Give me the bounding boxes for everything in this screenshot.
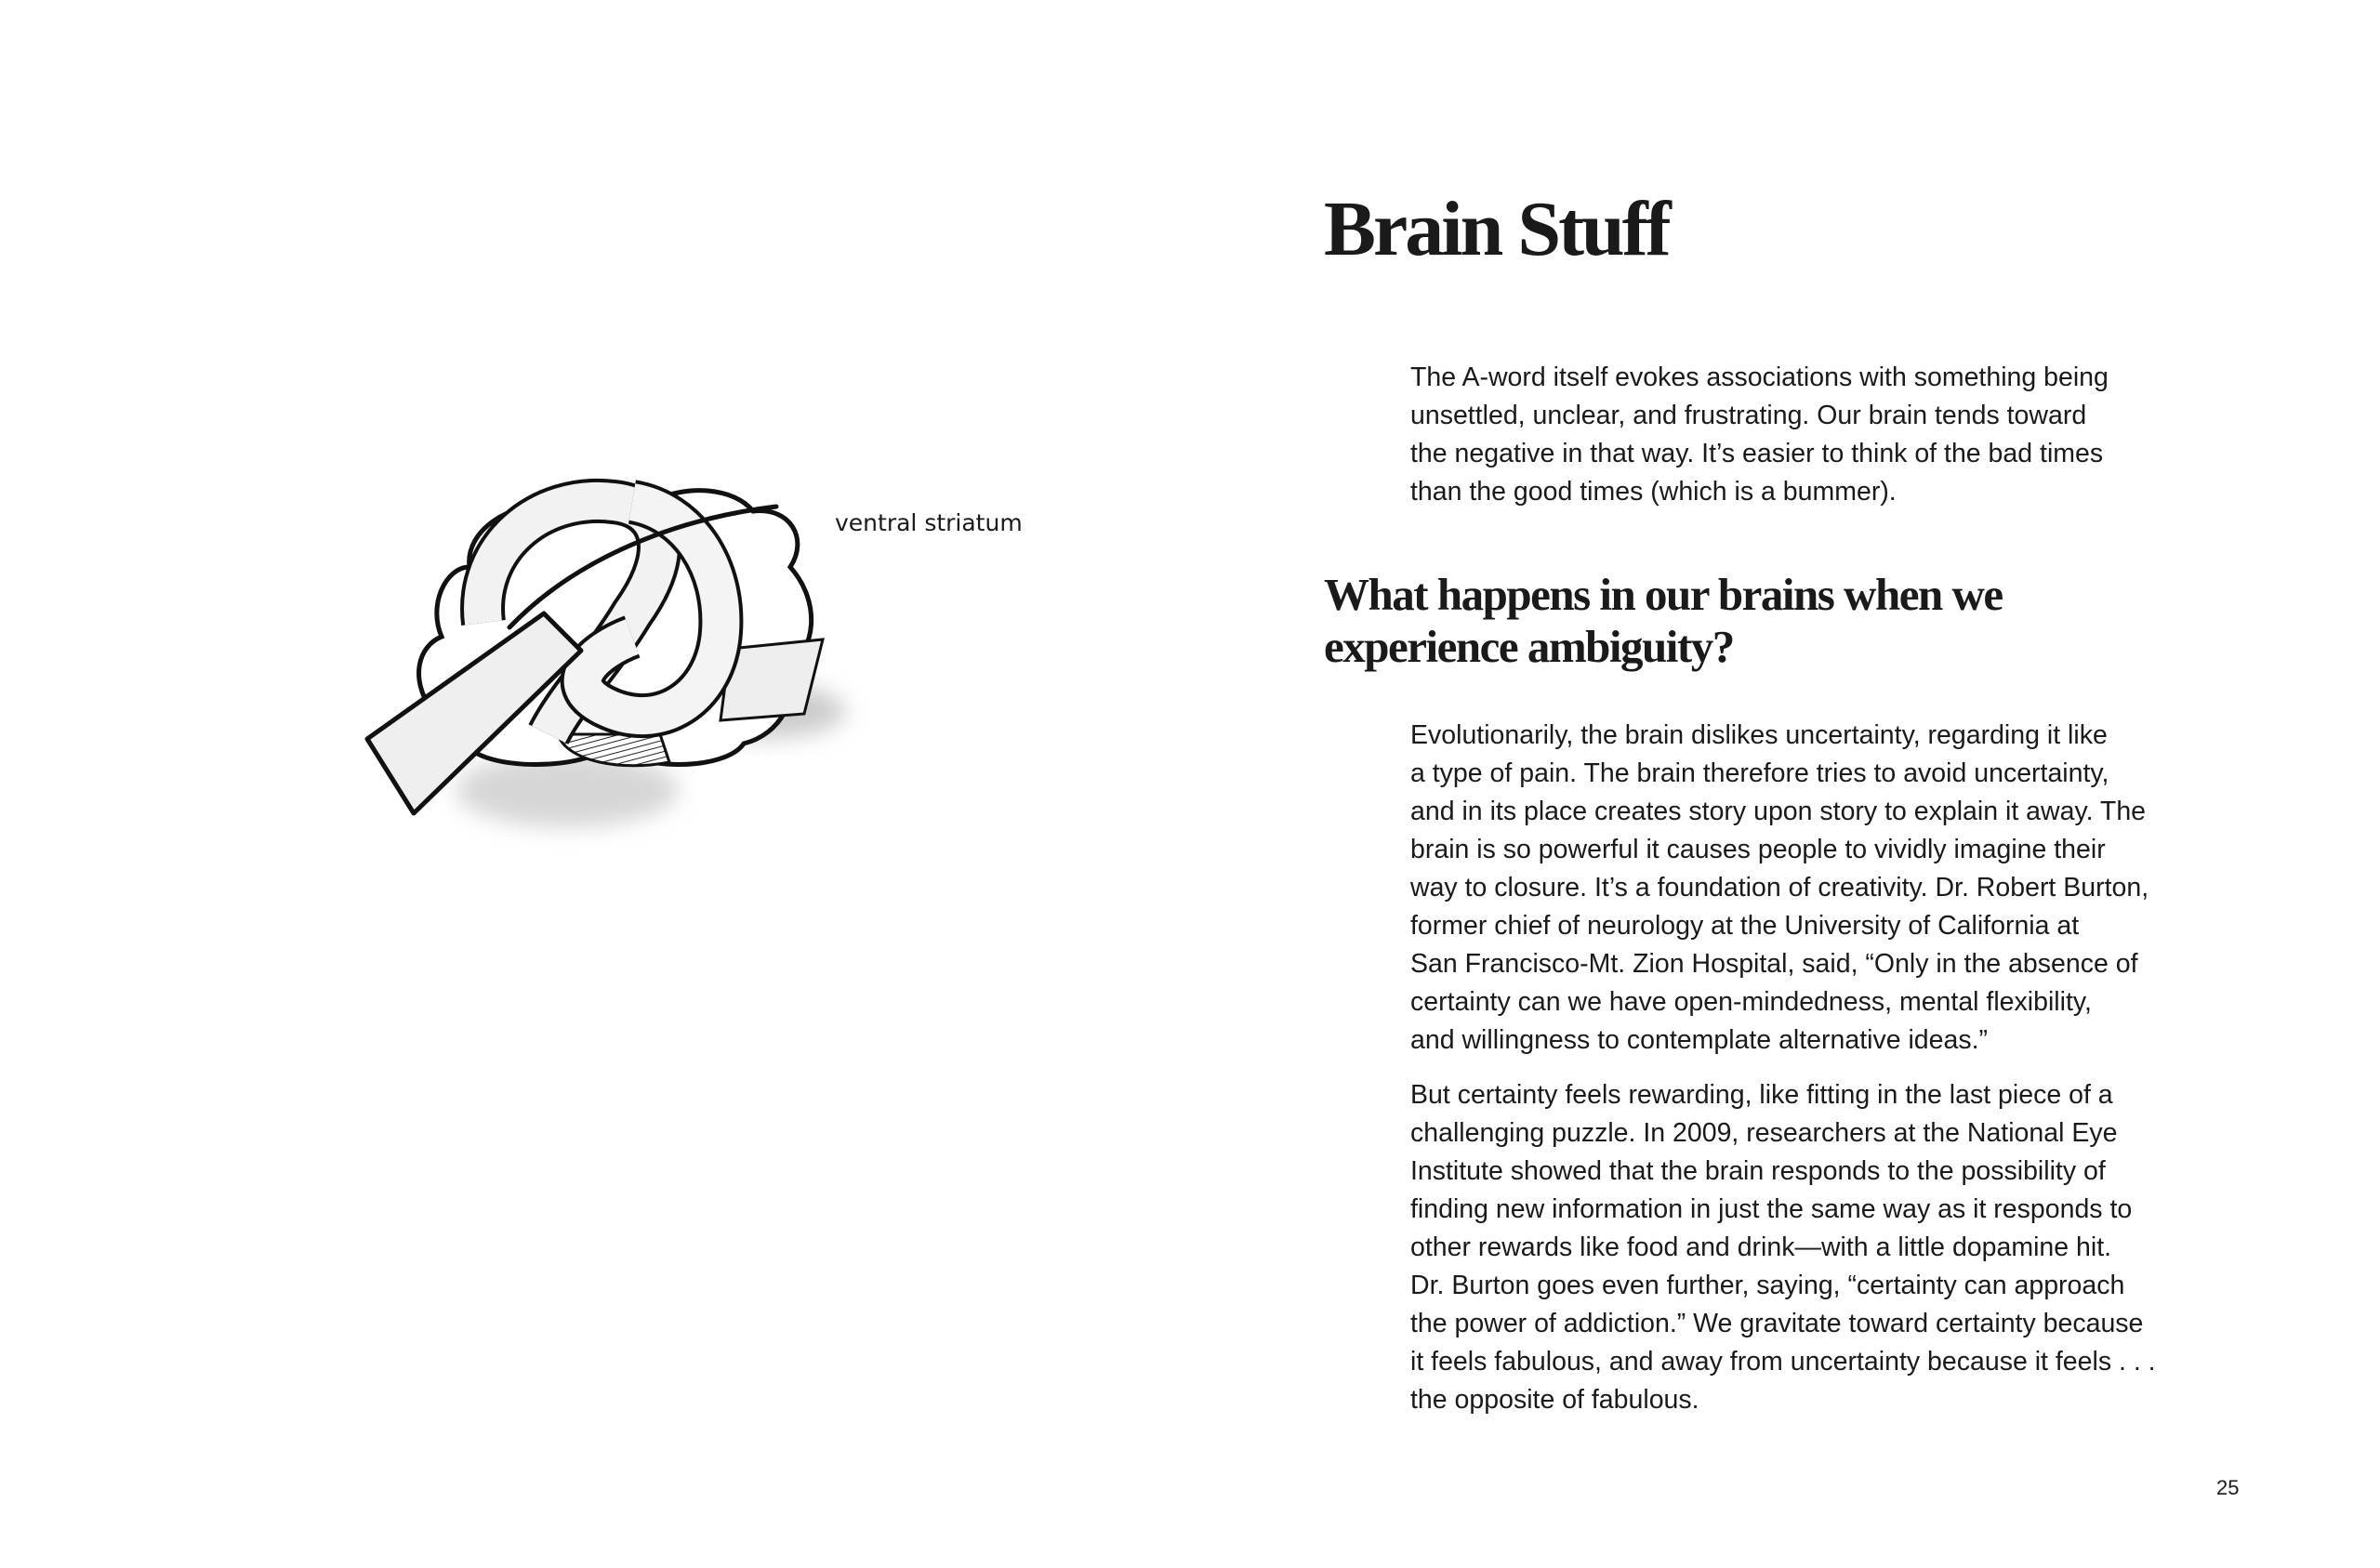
text-line: Evolutionarily, the brain dislikes uncertainty, regarding it like (1410, 720, 2108, 750)
text-line: former chief of neurology at the University of California at (1410, 911, 2080, 941)
body-paragraph-2 (1410, 1076, 2156, 1419)
text-line: other rewards like food and drink—with a little dopamine hit. (1410, 1232, 2112, 1262)
text-line: way to closure. It’s a foundation of creativity. Dr. Robert Burton, (1410, 873, 2149, 903)
text-line: unsettled, unclear, and frustrating. Our brain tends toward (1410, 401, 2087, 430)
section-heading (1324, 569, 2003, 673)
text-line: finding new information in just the same way as it responds to (1410, 1194, 2133, 1224)
illustration-label: ventral striatum (835, 509, 1023, 536)
text-line: than the good times (which is a bummer). (1410, 477, 1897, 507)
text-line: and willingness to contemplate alternative ideas.” (1410, 1025, 1989, 1055)
page-number: 25 (2216, 1476, 2240, 1499)
text-line: it feels fabulous, and away from uncertainty because it feels . . . (1410, 1347, 2156, 1377)
text-line: the power of addiction.” We gravitate toward certainty because (1410, 1309, 2144, 1338)
text-line: and in its place creates story upon story to explain it away. The (1410, 797, 2147, 826)
body-paragraph-1 (1410, 717, 2149, 1060)
text-line: a type of pain. The brain therefore tries to avoid uncertainty, (1410, 758, 2109, 788)
text-line: San Francisco-Mt. Zion Hospital, said, “Only in the absence of (1410, 949, 2138, 979)
text-line: the negative in that way. It’s easier to think of the bad times (1410, 439, 2104, 468)
text-line: But certainty feels rewarding, like fitting in the last piece of a (1410, 1080, 2113, 1110)
text-line: Institute showed that the brain responds to the possibility of (1410, 1156, 2106, 1186)
text-line: Dr. Burton goes even further, saying, “certainty can approach (1410, 1271, 2125, 1300)
heading-line: What happens in our brains when we (1324, 569, 2003, 620)
text-line: challenging puzzle. In 2009, researchers at the National Eye (1410, 1118, 2118, 1148)
page-title: Brain Stuff (1324, 186, 1669, 272)
heading-line: experience ambiguity? (1324, 621, 1734, 672)
text-line: The A-word itself evokes associations with something being (1410, 362, 2109, 392)
text-line: certainty can we have open-mindedness, mental flexibility, (1410, 987, 2092, 1017)
intro-paragraph (1410, 359, 2109, 511)
text-line: the opposite of fabulous. (1410, 1385, 1699, 1415)
text-line: brain is so powerful it causes people to vividly imagine their (1410, 835, 2106, 864)
